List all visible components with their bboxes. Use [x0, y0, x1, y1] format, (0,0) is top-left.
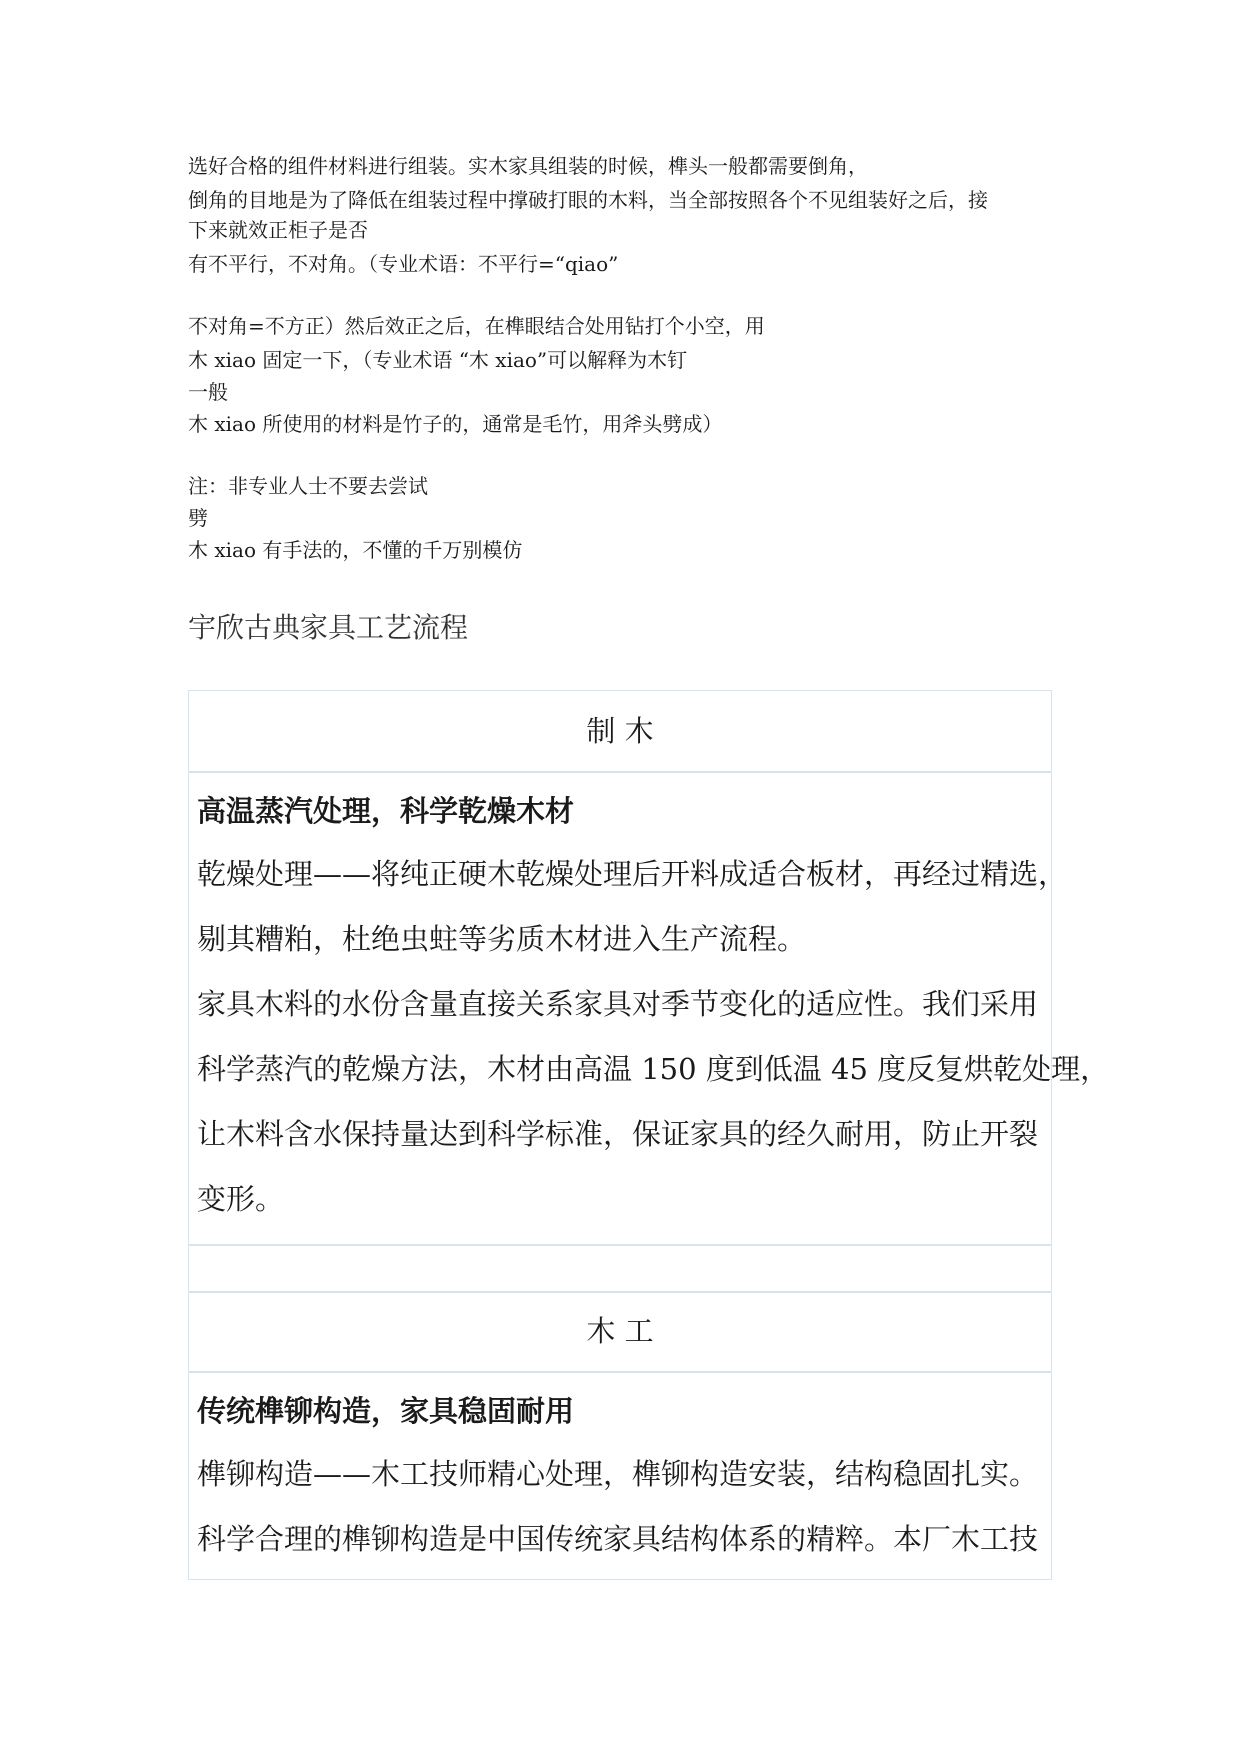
section-text-line: 让木料含水保持量达到科学标准，保证家具的经久耐用，防止开裂	[197, 1117, 1039, 1151]
section-title-zhimu: 制 木	[586, 714, 654, 748]
section-text-line: 剔其糟粕，杜绝虫蛀等劣质木材进入生产流程。	[197, 922, 807, 956]
intro-line: 选好合格的组件材料进行组装。实木家具组装的时候，榫头一般都需要倒角，	[188, 154, 868, 178]
section-text-line: 科学合理的榫铆构造是中国传统家具结构体系的精粹。本厂木工技	[197, 1522, 1039, 1556]
section-title-mugong: 木 工	[586, 1314, 654, 1348]
intro-line: 木 xiao 有手法的，不懂的千万别模仿	[188, 538, 523, 562]
section-text-line: 榫铆构造——木工技师精心处理，榫铆构造安装，结构稳固扎实。	[197, 1457, 1039, 1491]
intro-line: 一般	[188, 380, 228, 404]
intro-line: 木 xiao 所使用的材料是竹子的，通常是毛竹，用斧头劈成）	[188, 412, 723, 436]
section-text-line: 科学蒸汽的乾燥方法，木材由高温 150 度到低温 45 度反复烘乾处理，	[197, 1052, 1110, 1086]
intro-line: 有不平行，不对角。（专业术语：不平行=“qiao”	[188, 252, 619, 276]
intro-line: 不对角=不方正）然后效正之后，在榫眼结合处用钻打个小空，用	[188, 314, 765, 338]
section-subtitle: 传统榫铆构造，家具稳固耐用	[197, 1394, 575, 1428]
process-table	[188, 690, 1110, 1580]
intro-line: 注：非专业人士不要去尝试	[188, 474, 428, 498]
intro-line: 劈	[188, 506, 208, 530]
intro-line: 倒角的目地是为了降低在组装过程中撑破打眼的木料，当全部按照各个不见组装好之后，接	[188, 188, 988, 212]
table-divider	[189, 771, 1051, 773]
section-text-line: 变形。	[197, 1182, 285, 1216]
section-subtitle: 高温蒸汽处理，科学乾燥木材	[197, 794, 575, 828]
table-divider	[189, 1291, 1051, 1293]
table-divider	[189, 1371, 1051, 1373]
table-divider	[189, 1244, 1051, 1246]
intro-line: 木 xiao 固定一下，（专业术语 “木 xiao”可以解释为木钉	[188, 348, 688, 372]
section-text-line: 家具木料的水份含量直接关系家具对季节变化的适应性。我们采用	[197, 987, 1039, 1021]
section-text-line: 乾燥处理——将纯正硬木乾燥处理后开料成适合板材，再经过精选，	[197, 857, 1068, 891]
intro-line: 下来就效正柜子是否	[188, 218, 368, 242]
page-heading: 宇欣古典家具工艺流程	[188, 611, 469, 644]
